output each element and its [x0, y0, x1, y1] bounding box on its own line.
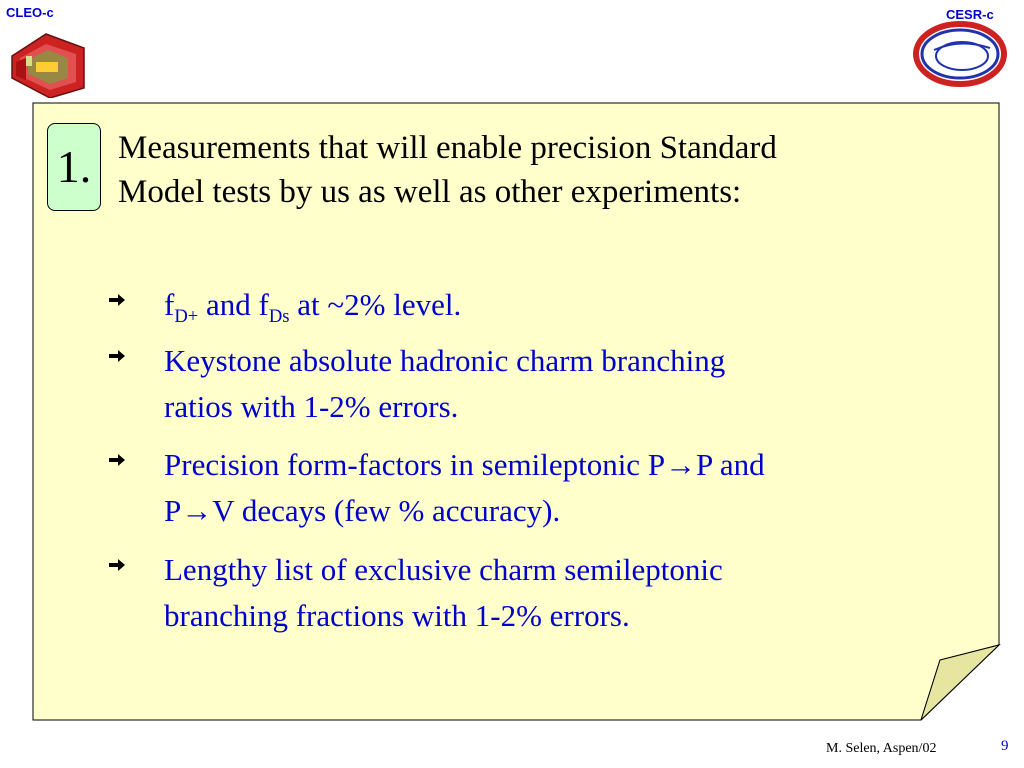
- subscript-ds: Ds: [268, 306, 290, 327]
- bullet-line-2: ratios with 1-2% errors.: [164, 389, 459, 424]
- bullet-line-2: P→V decays (few % accuracy).: [164, 493, 561, 528]
- bullet-text: [164, 282, 944, 328]
- arrow-bullet-icon: [108, 348, 126, 364]
- page-number: 9: [1001, 738, 1009, 754]
- arrow-bullet-icon: [108, 452, 126, 468]
- bullet-line-1: Precision form-factors in semileptonic P→P and: [164, 447, 765, 482]
- footer-author: M. Selen, Aspen/02: [826, 741, 937, 756]
- cesr-c-label: CESR-c: [946, 7, 994, 22]
- bullet-line-2: branching fractions with 1-2% errors.: [164, 598, 630, 633]
- bullet-text-mid: and f: [198, 287, 269, 322]
- bullet-line-1: Keystone absolute hadronic charm branching: [164, 343, 726, 378]
- bullet-text-f: f: [164, 287, 175, 322]
- bullet-line-1: Lengthy list of exclusive charm semileptonic: [164, 552, 723, 587]
- slide-heading: [118, 126, 948, 214]
- item-number-box: 1.: [47, 123, 101, 211]
- heading-line-2: Model tests by us as well as other experiments:: [118, 174, 742, 210]
- subscript-d-plus: D+: [174, 306, 199, 327]
- arrow-bullet-icon: [108, 557, 126, 573]
- cleo-c-label: CLEO-c: [6, 5, 54, 20]
- bullet-text-end: at ~2% level.: [289, 287, 462, 322]
- heading-line-1: Measurements that will enable precision Standard: [118, 130, 777, 166]
- arrow-bullet-icon: [108, 292, 126, 308]
